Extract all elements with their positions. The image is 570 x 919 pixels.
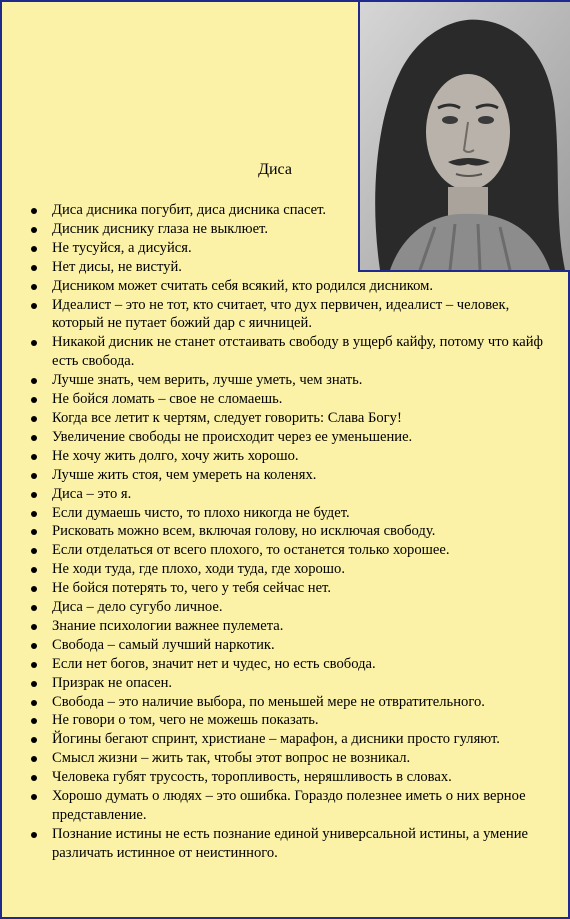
list-item [26,258,546,277]
bullet-icon [31,397,37,403]
list-item-text: Диса – дело сугубо личное. [52,599,223,616]
bullet-icon [31,303,37,309]
list-item-text: Свобода – это наличие выбора, по меньшей мере не отвратительного. [52,693,485,710]
bullet-icon [31,529,37,535]
list-item-text: Идеалист – это не тот, кто считает, что дух первичен, идеалист – человек, который не путает божий дар с яичницей. [52,296,510,332]
list-item [26,749,546,768]
list-item [26,277,546,296]
list-item-text: Призрак не опасен. [52,674,173,691]
aphorism-list [26,201,546,863]
bullet-icon [31,227,37,233]
list-item-text: Не бойся ломать – свое не сломаешь. [52,391,283,408]
list-item-text: Диса – это я. [52,485,132,502]
list-item [26,201,546,220]
list-item [26,409,546,428]
bullet-icon [31,681,37,687]
bullet-icon [31,265,37,271]
list-item-text: Не говори о том, чего не можешь показать. [52,712,319,729]
list-item [26,220,546,239]
list-item [26,485,546,504]
list-item [26,428,546,447]
list-item [26,390,546,409]
list-item-text: Когда все летит к чертям, следует говорить: Слава Богу! [52,409,402,426]
bullet-icon [31,492,37,498]
list-item-text: Нет дисы, не вистуй. [52,258,182,275]
list-item [26,560,546,579]
bullet-icon [31,756,37,762]
list-item-text: Лучше знать, чем верить, лучше уметь, чем знать. [52,372,363,389]
list-item-text: Не тусуйся, а дисуйся. [52,239,192,256]
list-item [26,598,546,617]
list-item [26,693,546,712]
list-item [26,466,546,485]
bullet-icon [31,454,37,460]
list-item-text: Не хочу жить долго, хочу жить хорошо. [52,447,299,464]
list-item-text: Не бойся потерять то, чего у тебя сейчас нет. [52,580,331,597]
bullet-icon [31,586,37,592]
list-item-text: Рисковать можно всем, включая голову, но исключая свободу. [52,523,436,540]
bullet-icon [31,737,37,743]
bullet-icon [31,284,37,290]
bullet-icon [31,662,37,668]
list-item-text: Если отделаться от всего плохого, то останется только хорошее. [52,542,450,559]
bullet-icon [31,340,37,346]
bullet-icon [31,548,37,554]
bullet-icon [31,700,37,706]
list-item-text: Диса дисника погубит, диса дисника спасет. [52,202,327,218]
bullet-icon [31,473,37,479]
bullet-icon [31,511,37,517]
list-item [26,674,546,693]
bullet-icon [31,605,37,611]
bullet-icon [31,832,37,838]
list-item-text: Познание истины не есть познание единой универсальной истины, а умение различать истинное от неистинного. [52,825,528,861]
list-item [26,296,546,334]
bullet-icon [31,643,37,649]
bullet-icon [31,624,37,630]
list-item-text: Никакой дисник не станет отстаивать свободу в ущерб кайфу, потому что кайф есть свобода. [52,334,544,370]
list-item [26,636,546,655]
list-item [26,711,546,730]
bullet-icon [31,416,37,422]
list-item-text: Свобода – самый лучший наркотик. [52,636,275,653]
list-item-text: Дисник диснику глаза не выклюет. [52,220,268,237]
list-item-text: Хорошо думать о людях – это ошибка. Гораздо полезнее иметь о них верное представление. [52,788,526,823]
list-item [26,239,546,258]
bullet-icon [31,378,37,384]
list-item [26,371,546,390]
bullet-icon [31,567,37,573]
list-item [26,617,546,636]
list-item [26,768,546,787]
list-item [26,333,546,371]
list-item [26,579,546,598]
list-item-text: Если нет богов, значит нет и чудес, но есть свобода. [52,655,376,672]
list-item-text: Человека губят трусость, торопливость, неряшливость в словах. [52,769,452,786]
list-item-text: Не ходи туда, где плохо, ходи туда, где хорошо. [52,561,345,578]
list-item [26,541,546,560]
list-item [26,447,546,466]
list-item [26,522,546,541]
bullet-icon [31,246,37,252]
list-item-text: Дисником может считать себя всякий, кто родился дисником. [52,277,434,294]
bullet-icon [31,775,37,781]
list-item-text: Если думаешь чисто, то плохо никогда не будет. [52,504,350,521]
list-item-text: Лучше жить стоя, чем умереть на коленях. [52,466,317,483]
list-item-text: Йогины бегают спринт, христиане – марафон, а дисники просто гуляют. [52,731,500,748]
list-item-text: Увеличение свободы не происходит через ее уменьшение. [52,428,413,445]
page-title: Диса [258,161,292,178]
bullet-icon [31,208,37,214]
list-item [26,730,546,749]
list-item [26,655,546,674]
bullet-icon [31,794,37,800]
list-item-text: Смысл жизни – жить так, чтобы этот вопрос не возникал. [52,750,411,767]
list-item [26,504,546,523]
list-item-text: Знание психологии важнее пулемета. [52,617,284,634]
bullet-icon [31,718,37,724]
bullet-icon [31,435,37,441]
list-item [26,825,546,863]
list-item [26,787,546,825]
